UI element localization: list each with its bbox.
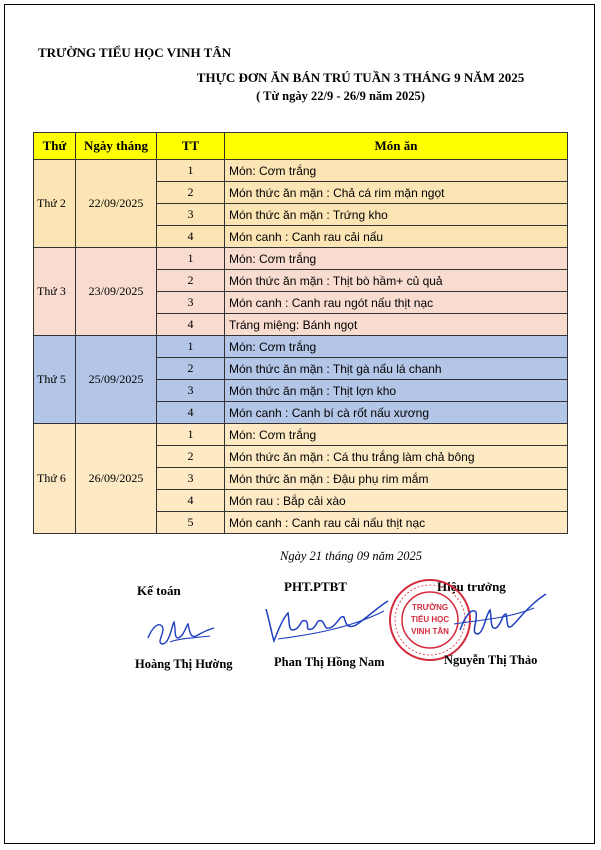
date-cell: 26/09/2025 xyxy=(76,424,157,534)
dish-cell: Món thức ăn mặn : Chả cá rim mặn ngọt xyxy=(225,182,568,204)
dish-cell: Món canh : Canh rau cải nấu thịt nạc xyxy=(225,512,568,534)
tt-cell: 3 xyxy=(157,380,225,402)
vice-principal-role: PHT.PTBT xyxy=(284,579,347,594)
day-cell: Thứ 2 xyxy=(34,160,76,248)
date-cell: 25/09/2025 xyxy=(76,336,157,424)
signing-date: Ngày 21 tháng 09 năm 2025 xyxy=(280,549,423,563)
tt-cell: 3 xyxy=(157,292,225,314)
accountant-role: Kế toán xyxy=(137,583,181,598)
day-cell: Thứ 3 xyxy=(34,248,76,336)
day-cell: Thứ 5 xyxy=(34,336,76,424)
header-dish: Món ăn xyxy=(225,133,568,160)
date-cell: 23/09/2025 xyxy=(76,248,157,336)
menu-body xyxy=(34,160,568,534)
vice-principal-signature xyxy=(258,595,393,650)
stamp-text-top: TRƯỜNG xyxy=(411,603,449,612)
tt-cell: 3 xyxy=(157,468,225,490)
principal-role: Hiệu trưởng xyxy=(437,579,506,594)
principal-signature xyxy=(450,590,550,650)
dish-cell: Món rau : Bắp cải xào xyxy=(225,490,568,512)
stamp-text-bottom: VINH TÂN xyxy=(411,627,449,636)
principal-name: Nguyễn Thị Thảo xyxy=(444,653,538,667)
dish-cell: Món thức ăn mặn : Cá thu trắng làm chả bông xyxy=(225,446,568,468)
stamp-text-mid: TIỂU HỌC xyxy=(410,615,450,624)
dish-cell: Món: Cơm trắng xyxy=(225,248,568,270)
tt-cell: 1 xyxy=(157,160,225,182)
dish-cell: Món thức ăn mặn : Thịt lợn kho xyxy=(225,380,568,402)
tt-cell: 4 xyxy=(157,490,225,512)
tt-cell: 1 xyxy=(157,424,225,446)
school-name: TRƯỜNG TIỂU HỌC VINH TÂN xyxy=(38,45,232,60)
menu-title: THỰC ĐƠN ĂN BÁN TRÚ TUẦN 3 THÁNG 9 NĂM 2025 xyxy=(196,70,525,85)
dish-cell: Món canh : Canh rau ngót nấu thịt nạc xyxy=(225,292,568,314)
tt-cell: 4 xyxy=(157,314,225,336)
tt-cell: 2 xyxy=(157,446,225,468)
dish-cell: Món thức ăn mặn : Đậu phụ rim mắm xyxy=(225,468,568,490)
tt-cell: 3 xyxy=(157,204,225,226)
menu-table xyxy=(33,132,568,534)
tt-cell: 4 xyxy=(157,226,225,248)
tt-cell: 2 xyxy=(157,270,225,292)
tt-cell: 2 xyxy=(157,182,225,204)
table-row xyxy=(34,336,568,358)
vice-principal-name: Phan Thị Hồng Nam xyxy=(274,655,385,669)
date-cell: 22/09/2025 xyxy=(76,160,157,248)
dish-cell: Món: Cơm trắng xyxy=(225,160,568,182)
date-range: ( Từ ngày 22/9 - 26/9 năm 2025) xyxy=(256,89,425,103)
day-cell: Thứ 6 xyxy=(34,424,76,534)
table-row xyxy=(34,160,568,182)
header-tt: TT xyxy=(157,133,225,160)
dish-cell: Món canh : Canh rau cải nấu xyxy=(225,226,568,248)
dish-cell: Món: Cơm trắng xyxy=(225,424,568,446)
header-date: Ngày tháng xyxy=(76,133,157,160)
dish-cell: Tráng miệng: Bánh ngọt xyxy=(225,314,568,336)
header-day: Thứ xyxy=(34,133,76,160)
tt-cell: 2 xyxy=(157,358,225,380)
dish-cell: Món thức ăn mặn : Thịt bò hầm+ củ quả xyxy=(225,270,568,292)
accountant-name: Hoàng Thị Hường xyxy=(135,657,233,671)
tt-cell: 1 xyxy=(157,336,225,358)
dish-cell: Món canh : Canh bí cà rốt nấu xương xyxy=(225,402,568,424)
dish-cell: Món thức ăn mặn : Trứng kho xyxy=(225,204,568,226)
table-row xyxy=(34,248,568,270)
tt-cell: 5 xyxy=(157,512,225,534)
dish-cell: Món: Cơm trắng xyxy=(225,336,568,358)
tt-cell: 4 xyxy=(157,402,225,424)
dish-cell: Món thức ăn mặn : Thịt gà nấu lá chanh xyxy=(225,358,568,380)
tt-cell: 1 xyxy=(157,248,225,270)
accountant-signature xyxy=(140,608,220,653)
table-row xyxy=(34,424,568,446)
